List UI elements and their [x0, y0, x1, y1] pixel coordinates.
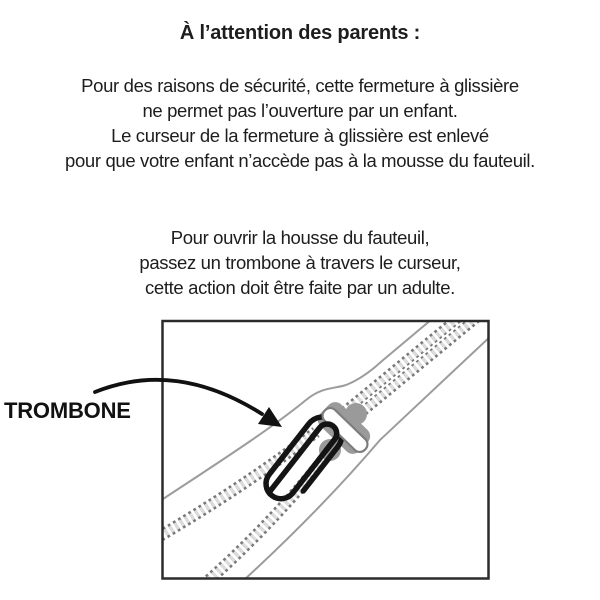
intro-line: Le curseur de la fermeture à glissière est enlevé [111, 125, 489, 146]
instruction-line: passez un trombone à travers le curseur, [139, 252, 461, 273]
trombone-label: TROMBONE [4, 398, 131, 423]
intro-line: pour que votre enfant n’accède pas à la mousse du fauteuil. [65, 150, 535, 171]
intro-line: ne permet pas l’ouverture par un enfant. [142, 100, 458, 121]
instruction-line: Pour ouvrir la housse du fauteuil, [170, 227, 430, 248]
intro-line: Pour des raisons de sécurité, cette fermeture à glissière [81, 75, 519, 96]
zipper-illustration [0, 300, 600, 600]
page-title: À l’attention des parents : [179, 22, 421, 44]
intro-paragraph [0, 73, 600, 173]
instructions-paragraph [0, 225, 600, 300]
zipper-drawing [160, 300, 510, 580]
instruction-line: cette action doit être faite par un adulte. [145, 277, 455, 298]
